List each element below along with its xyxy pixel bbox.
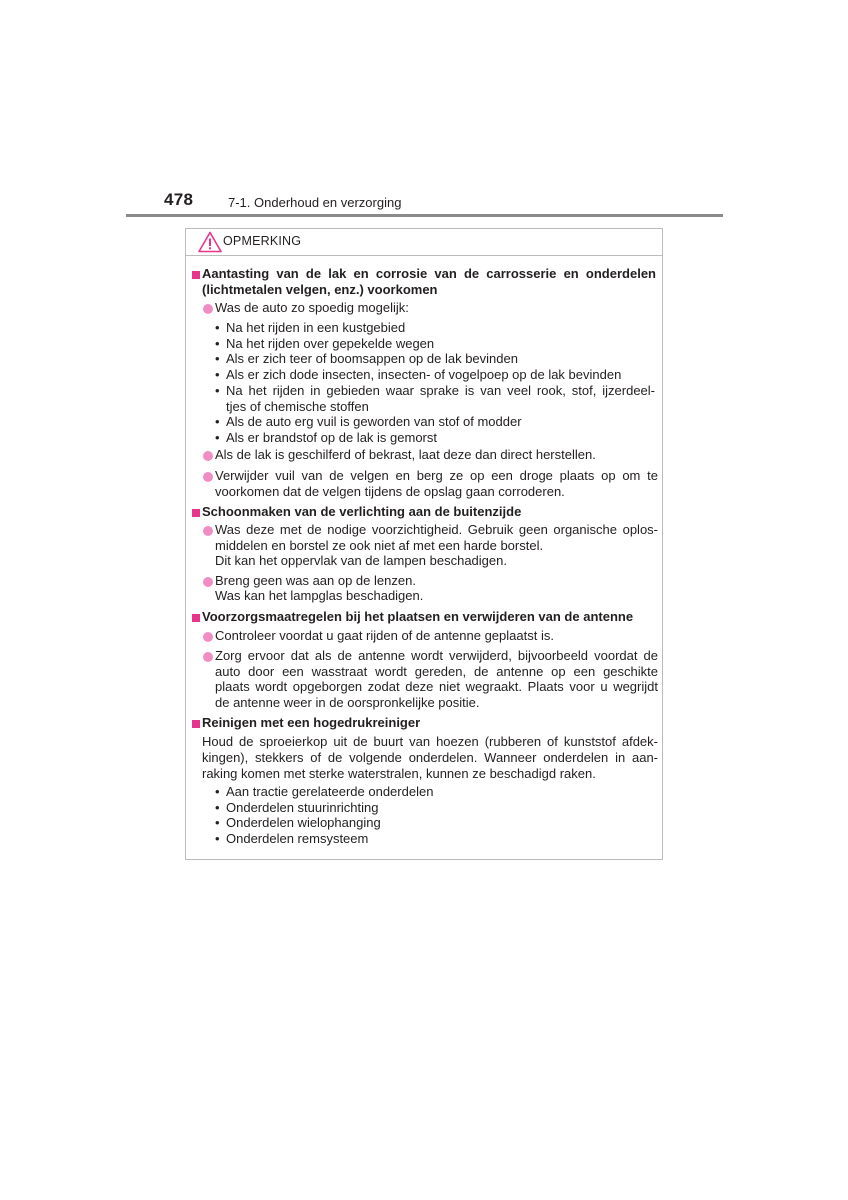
paragraph-text: raking komen met sterke waterstralen, kunnen ze beschadigd raken. [202, 766, 596, 781]
bullet-glyph: • [215, 336, 220, 351]
bullet-text: Na het rijden over gepekelde wegen [226, 336, 435, 351]
bullet-glyph: • [215, 831, 220, 846]
header-rule [126, 214, 723, 217]
bullet-glyph: • [215, 414, 220, 429]
bullet-text: Onderdelen wielophanging [226, 815, 381, 830]
item-text: middelen en borstel ze ook niet af met een harde borstel. [215, 538, 544, 553]
bullet-glyph: • [215, 784, 220, 799]
item-text: Was kan het lampglas beschadigen. [215, 588, 424, 603]
section-marker-square [192, 614, 200, 622]
bullet-text: Na het rijden in een kustgebied [226, 320, 406, 335]
page-number: 478 [164, 190, 194, 209]
bullet-text: Aan tractie gerelateerde onderdelen [226, 784, 434, 799]
section-marker-square [192, 720, 200, 728]
paragraph-text: Houd de sproeierkop uit de buurt van hoezen (rubberen of kunststof afdek- [202, 734, 658, 749]
section-heading: Reinigen met een hogedrukreiniger [202, 715, 421, 730]
section-heading: Schoonmaken van de verlichting aan de buitenzijde [202, 504, 522, 519]
section-heading: Aantasting van de lak en corrosie van de carrosserie en onderdelen [202, 266, 656, 281]
item-text: voorkomen dat de velgen tijdens de opslag gaan corroderen. [215, 484, 565, 499]
section-heading: (lichtmetalen velgen, enz.) voorkomen [202, 282, 438, 297]
item-marker-dot [203, 472, 213, 482]
item-text: Dit kan het oppervlak van de lampen beschadigen. [215, 553, 507, 568]
bullet-glyph: • [215, 351, 220, 366]
item-text: auto door een wasstraat wordt gereden, de antenne op een geschikte [215, 664, 658, 679]
paragraph-text: kingen), stekkers of de volgende onderdelen. Wanneer onderdelen in aan- [202, 750, 658, 765]
item-marker-dot [203, 577, 213, 587]
section-marker-square [192, 509, 200, 517]
item-marker-dot [203, 652, 213, 662]
caution-header [186, 229, 662, 256]
bullet-text: Onderdelen remsysteem [226, 831, 369, 846]
warning-triangle-icon [198, 231, 222, 253]
item-marker-dot [203, 526, 213, 536]
bullet-text: Als er zich teer of boomsappen op de lak bevinden [226, 351, 518, 366]
bullet-text: Als de auto erg vuil is geworden van stof of modder [226, 414, 522, 429]
section-heading: Voorzorgsmaatregelen bij het plaatsen en verwijderen van de antenne [202, 609, 634, 624]
item-text: Verwijder vuil van de velgen en berg ze op een droge plaats op om te [215, 468, 658, 483]
section-marker-square [192, 271, 200, 279]
item-marker-dot [203, 451, 213, 461]
bullet-glyph: • [215, 320, 220, 335]
bullet-glyph: • [215, 430, 220, 445]
bullet-text: Als er zich dode insecten, insecten- of vogelpoep op de lak bevinden [226, 367, 622, 382]
bullet-text: Na het rijden in gebieden waar sprake is van veel rook, stof, ijzerdeel- [226, 383, 655, 398]
caution-box [185, 228, 663, 860]
item-marker-dot [203, 632, 213, 642]
bullet-text: tjes of chemische stoffen [226, 399, 369, 414]
item-text: Was deze met de nodige voorzichtigheid. Gebruik geen organische oplos- [215, 522, 658, 537]
caution-title: OPMERKING [223, 234, 302, 248]
bullet-glyph: • [215, 800, 220, 815]
bullet-text: Onderdelen stuurinrichting [226, 800, 379, 815]
section-title: 7-1. Onderhoud en verzorging [228, 195, 402, 210]
bullet-glyph: • [215, 367, 220, 382]
item-text: de antenne weer in de oorspronkelijke positie. [215, 695, 480, 710]
item-text: Controleer voordat u gaat rijden of de antenne geplaatst is. [215, 628, 554, 643]
item-text: Breng geen was aan op de lenzen. [215, 573, 416, 588]
item-marker-dot [203, 304, 213, 314]
item-text: Was de auto zo spoedig mogelijk: [215, 300, 409, 315]
bullet-glyph: • [215, 383, 220, 398]
bullet-text: Als er brandstof op de lak is gemorst [226, 430, 437, 445]
item-text: Zorg ervoor dat als de antenne wordt verwijderd, bijvoorbeeld voordat de [215, 648, 658, 663]
bullet-glyph: • [215, 815, 220, 830]
item-text: Als de lak is geschilferd of bekrast, laat deze dan direct herstellen. [215, 447, 596, 462]
item-text: plaats wordt opgeborgen zodat deze niet wegraakt. Plaats voor u wegrijdt [215, 679, 658, 694]
